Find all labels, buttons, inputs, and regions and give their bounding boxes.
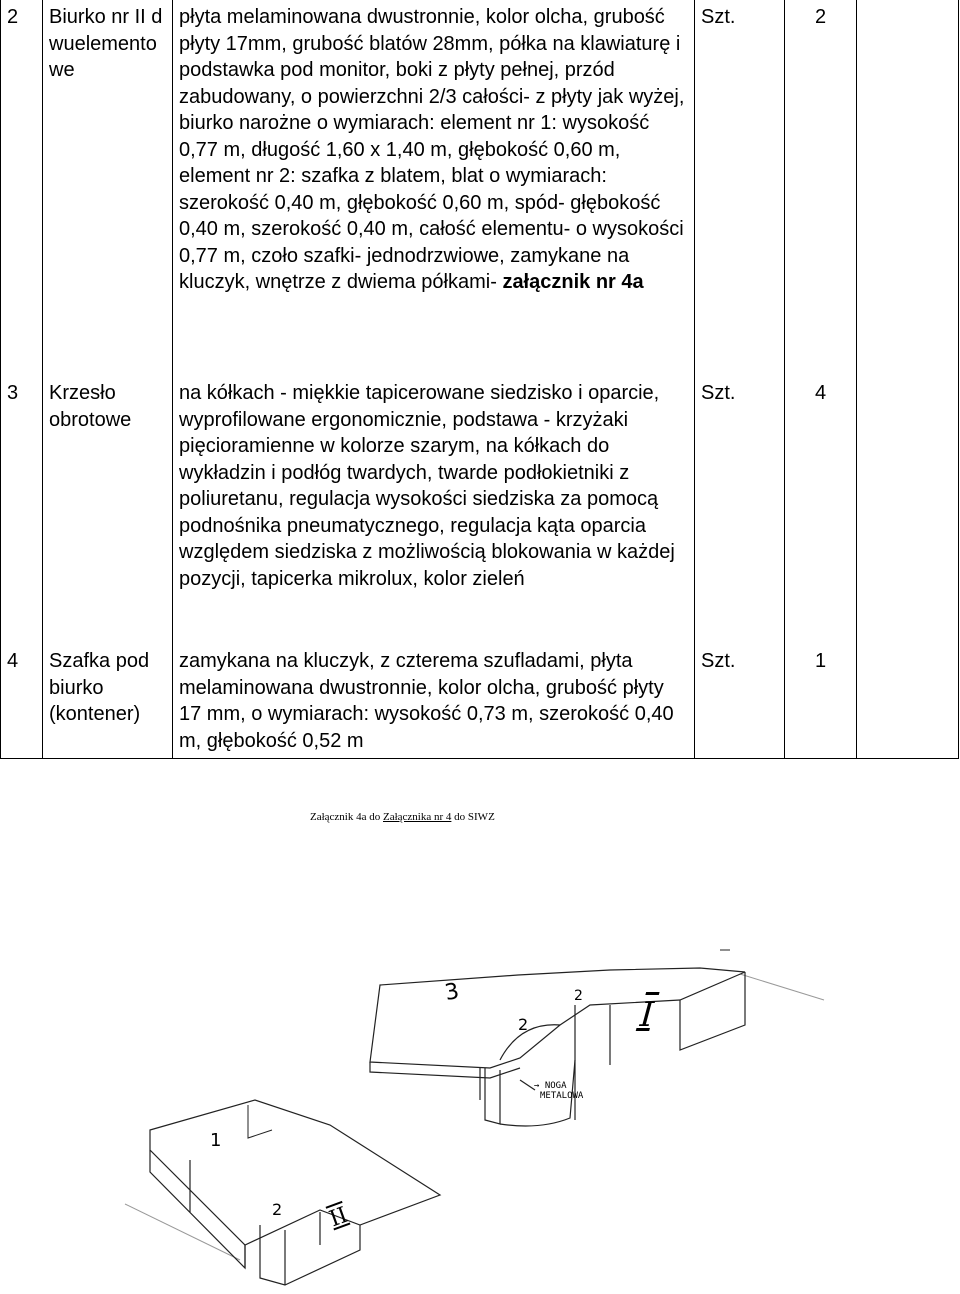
attachment-drawing [120,800,840,1289]
label-desk-far-cabinet: 2 [574,988,583,1004]
empty-cell [857,644,959,759]
label-desk-far-cabinet: 2 [518,1015,529,1034]
label-roman-one: I [634,995,659,1035]
label-desk-near-main: 1 [210,1130,222,1151]
empty-cell [857,0,959,376]
table-row [1,376,959,644]
label-desk-near-cabinet: 2 [272,1200,283,1219]
leg-note: → NOGA METALOWA [534,1081,584,1101]
empty-cell [857,376,959,644]
item-description: płyta melaminowana dwustronnie, kolor olcha, grubość płyty 17mm, grubość blatów 28mm, półka na klawiaturę i podstawka pod monitor, boki z płyty pełnej, przód zabudowany, o powierzchni 2/3 całości- z płyty jak wyżej, biurko narożne o wymiarach: element nr 1: wysokość 0,77 m, długość 1,60 x 1,40 m, głębokość 0,60 m, element nr 2: szafka z blatem, blat o wymiarach: szerokość 0,40 m, głębokość 0,60 m, spód- głębokość 0,40 m, szerokość 0,40 m, całość elementu- o wysokości 0,77 m, czoło szafki- jednodrzwiowe, zamykane na kluczyk, wnętrze z dwiema półkami- załącznik nr 4a [173,0,695,376]
item-name: Biurko nr II dwuelementowe [43,0,173,376]
desk-sketch [120,800,840,1289]
item-unit: Szt. [695,0,785,376]
attachment-reference: załącznik nr 4a [502,271,644,293]
item-unit: Szt. [695,644,785,759]
item-unit: Szt. [695,376,785,644]
item-description: na kółkach - miękkie tapicerowane siedzisko i oparcie, wyprofilowane ergonomicznie, podstawa - krzyżaki pięcioramienne w kolorze szarym, na kółkach do wykładzin i podłóg twardych, twarde podłokietniki z poliuretanu, regulacja wysokości siedziska za pomocą podnośnika pneumatycznego, regulacja kąta oparcia względem siedziska z możliwością blokowania w każdej pozycji, tapicerka mikrolux, kolor zieleń [173,376,695,644]
table-row [1,644,959,759]
item-description: zamykana na kluczyk, z czterema szufladami, płyta melaminowana dwustronnie, kolor olcha, grubość płyty 17 mm, o wymiarach: wysokość 0,73 m, szerokość 0,40 m, głębokość 0,52 m [173,644,695,759]
row-number: 4 [1,644,43,759]
label-roman-two: II [326,1202,352,1233]
item-quantity: 1 [785,644,857,759]
item-quantity: 4 [785,376,857,644]
row-number: 3 [1,376,43,644]
item-name: Krzesło obrotowe [43,376,173,644]
attachment-caption: Załącznik 4a do Załącznika nr 4 do SIWZ [310,811,495,823]
item-name: Szafka pod biurko (kontener) [43,644,173,759]
table-row [1,0,959,376]
row-number: 2 [1,0,43,376]
item-quantity: 2 [785,0,857,376]
label-desk-far-main: 3 [442,978,462,1007]
